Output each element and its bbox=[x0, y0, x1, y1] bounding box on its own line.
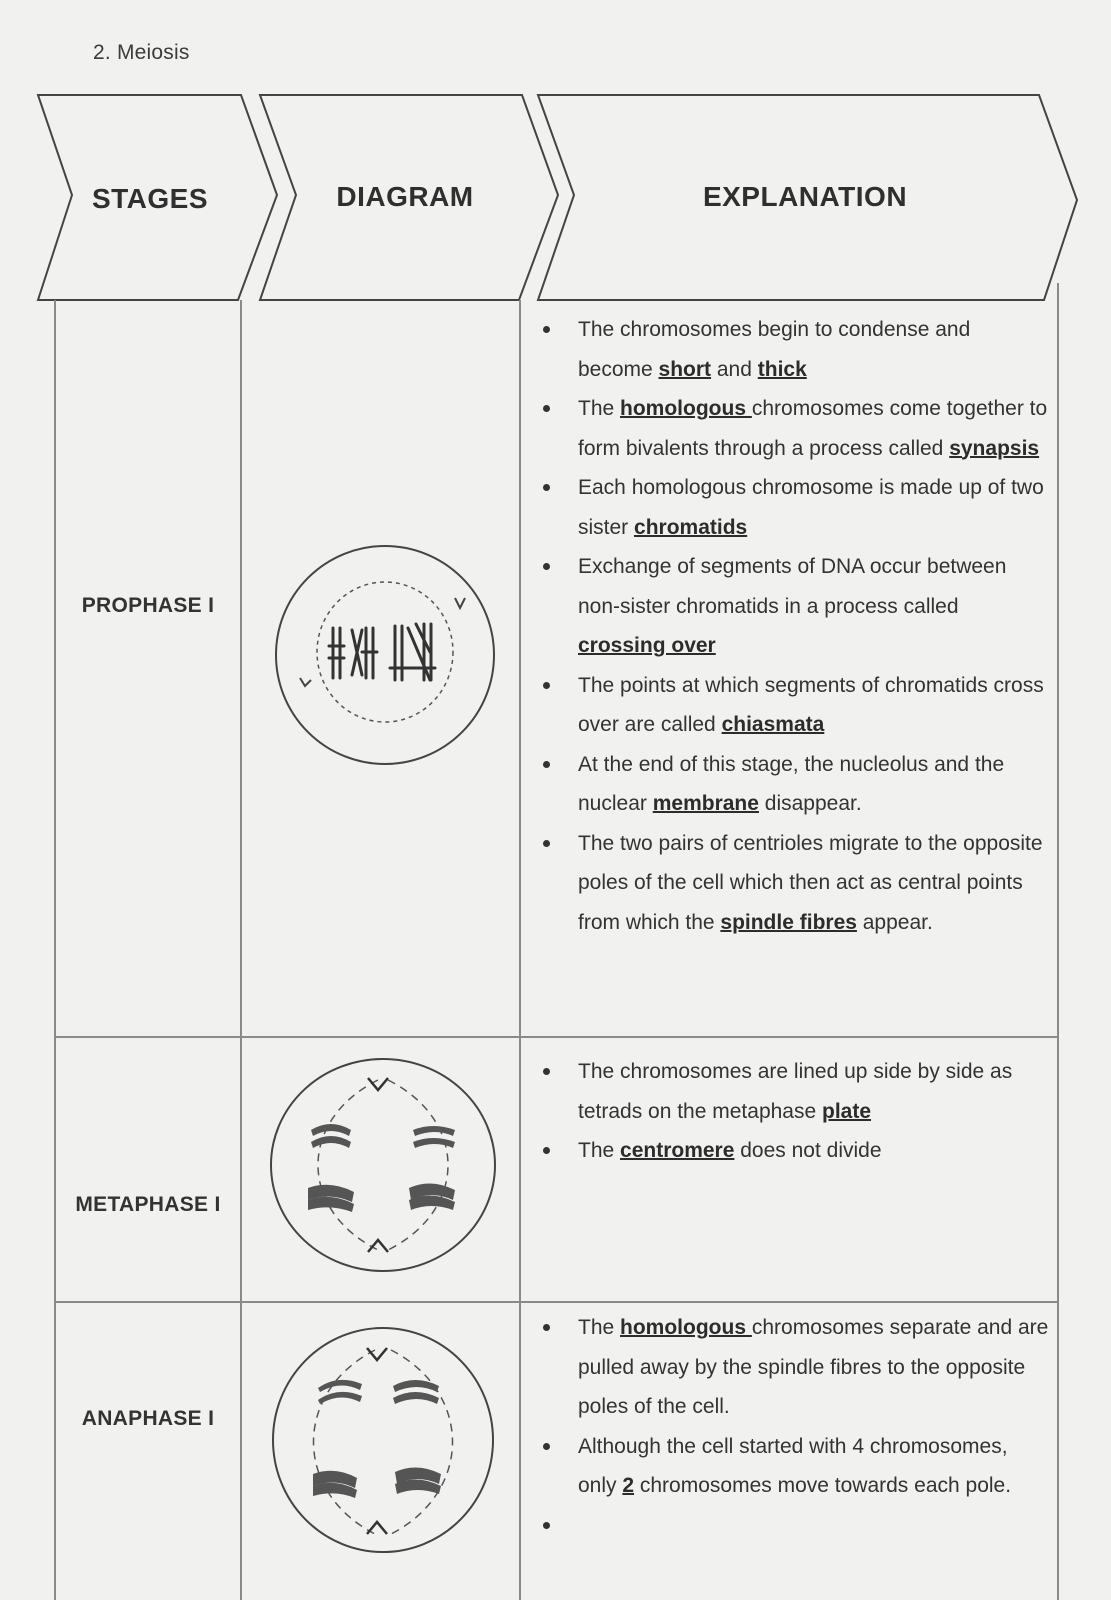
point-text: Each homologous chromosome is made up of two sister chromatids bbox=[578, 476, 1044, 539]
point-text: The centromere does not divide bbox=[578, 1139, 882, 1162]
row-divider-2 bbox=[54, 1301, 1058, 1303]
header-chevrons bbox=[0, 0, 1111, 310]
list-item bbox=[540, 1052, 1050, 1131]
prophase-cell-icon bbox=[270, 540, 500, 770]
row-divider-1 bbox=[54, 1036, 1058, 1038]
list-item bbox=[540, 547, 1050, 666]
table-divider-1 bbox=[240, 300, 242, 1600]
list-item bbox=[540, 310, 1050, 389]
anaphase-cell-icon bbox=[263, 1322, 503, 1562]
stages-header: STAGES bbox=[91, 183, 209, 214]
point-text: The homologous chromosomes separate and are pulled away by the spindle fibres to the opposite poles of the cell. bbox=[578, 1316, 1049, 1418]
explanation-header: EXPLANATION bbox=[702, 181, 908, 212]
point-text: Although the cell started with 4 chromosomes, only 2 chromosomes move towards each pole. bbox=[578, 1434, 1012, 1497]
table-divider-2 bbox=[519, 300, 521, 1600]
stage-label-anaphase: ANAPHASE I bbox=[81, 1407, 215, 1430]
stage-label-metaphase: METAPHASE I bbox=[75, 1193, 221, 1216]
page-title: 2. Meiosis bbox=[93, 41, 190, 64]
metaphase-explanation-list bbox=[540, 1052, 1050, 1171]
point-text: Exchange of segments of DNA occur between non-sister chromatids in a process called crossing over bbox=[578, 555, 1007, 657]
list-item bbox=[540, 1427, 1050, 1506]
list-item bbox=[540, 824, 1050, 943]
point-text: The chromosomes are lined up side by side as tetrads on the metaphase plate bbox=[578, 1060, 1013, 1123]
list-item bbox=[540, 745, 1050, 824]
list-item bbox=[540, 389, 1050, 468]
metaphase-cell-icon bbox=[263, 1050, 503, 1280]
point-text: At the end of this stage, the nucleolus and the nuclear membrane disappear. bbox=[578, 752, 1005, 815]
list-item bbox=[540, 666, 1050, 745]
list-item bbox=[540, 1131, 1050, 1171]
point-text: The chromosomes begin to condense and become short and thick bbox=[578, 318, 971, 381]
table-border-left bbox=[54, 300, 56, 1600]
stage-label-prophase: PROPHASE I bbox=[81, 594, 215, 617]
point-text: The homologous chromosomes come together to form bivalents through a process called synapsis bbox=[578, 397, 1048, 460]
list-item bbox=[540, 468, 1050, 547]
anaphase-explanation-list bbox=[540, 1308, 1050, 1506]
diagram-header: DIAGRAM bbox=[336, 181, 474, 212]
prophase-explanation-list bbox=[540, 310, 1050, 942]
table-border-right bbox=[1057, 283, 1059, 1600]
point-text: The two pairs of centrioles migrate to the opposite poles of the cell which then act as central points from which the spindle fibres appear. bbox=[578, 831, 1043, 934]
list-item bbox=[540, 1308, 1050, 1427]
point-text: The points at which segments of chromatids cross over are called chiasmata bbox=[578, 673, 1044, 736]
